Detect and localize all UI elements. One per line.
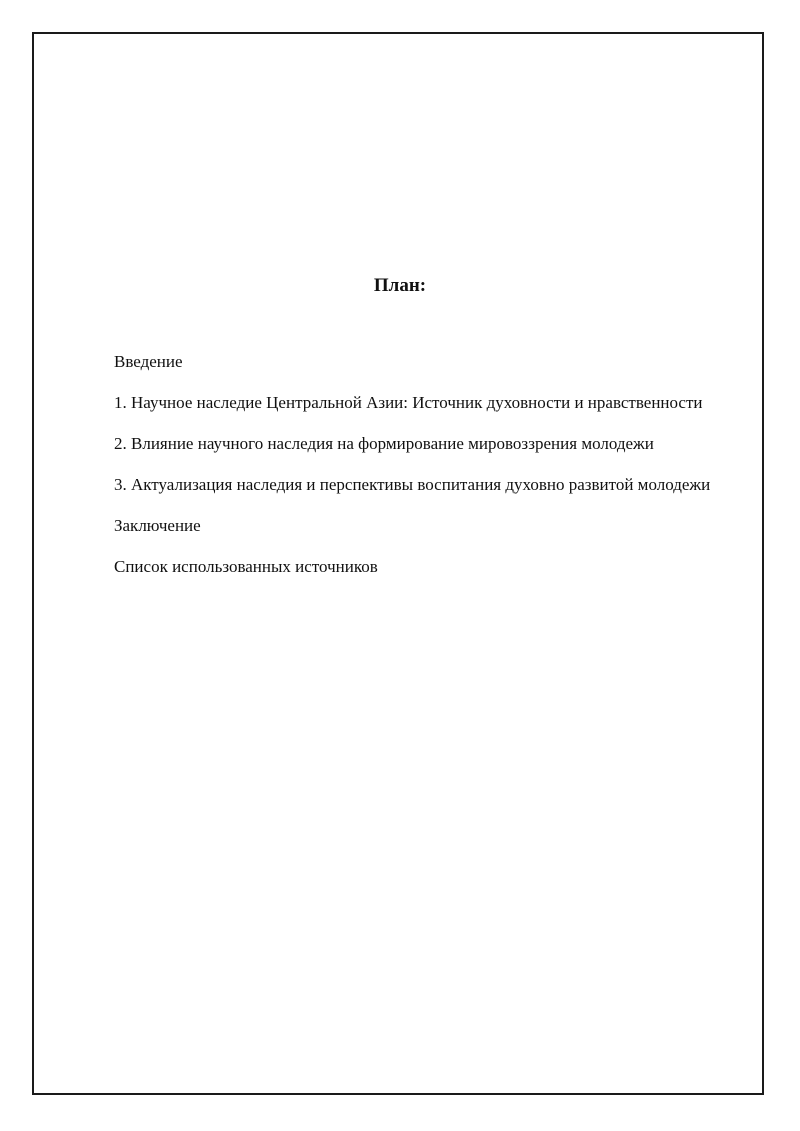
plan-heading: План: bbox=[373, 275, 427, 296]
toc-item-section-1: 1. Научное наследие Центральной Азии: Источник духовности и нравственности bbox=[114, 393, 703, 412]
table-of-contents bbox=[114, 346, 734, 592]
toc-item-references: Список использованных источников bbox=[114, 557, 378, 576]
toc-item-section-3: 3. Актуализация наследия и перспективы воспитания духовно развитой молодежи bbox=[114, 475, 711, 494]
toc-item-conclusion: Заключение bbox=[114, 516, 201, 535]
toc-item-section-2: 2. Влияние научного наследия на формирование мировоззрения молодежи bbox=[114, 434, 654, 453]
toc-item-introduction: Введение bbox=[114, 352, 183, 371]
